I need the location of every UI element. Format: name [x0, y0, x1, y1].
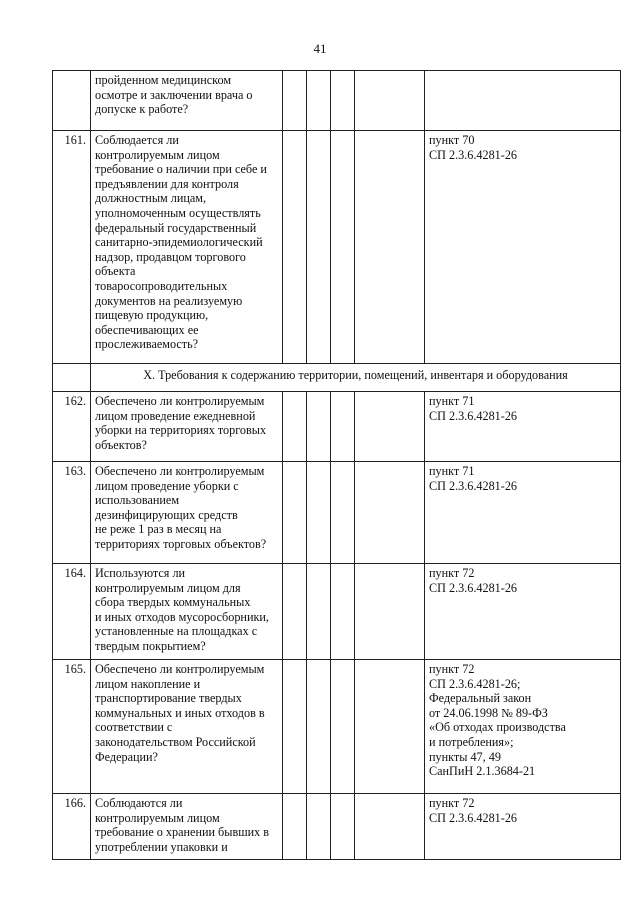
row-number: 162.	[53, 392, 91, 462]
answer-na-cell[interactable]	[331, 71, 355, 131]
section-title: X. Требования к содержанию территории, помещений, инвентаря и оборудования	[91, 364, 621, 392]
row-number: 166.	[53, 794, 91, 860]
answer-na-cell[interactable]	[331, 794, 355, 860]
answer-yes-cell[interactable]	[283, 794, 307, 860]
answer-no-cell[interactable]	[307, 131, 331, 364]
requirement-question: Используются ли контролируемым лицом для сбора твердых коммунальных и иных отходов мусоросборники, установленные на площадках с твердым покрытием?	[91, 564, 283, 660]
answer-yes-cell[interactable]	[283, 564, 307, 660]
row-number: 163.	[53, 462, 91, 564]
section-header-row	[53, 364, 621, 392]
answer-na-cell[interactable]	[331, 392, 355, 462]
table-row	[53, 71, 621, 131]
answer-yes-cell[interactable]	[283, 462, 307, 564]
notes-cell[interactable]	[355, 794, 425, 860]
table-row	[53, 564, 621, 660]
answer-na-cell[interactable]	[331, 462, 355, 564]
notes-cell[interactable]	[355, 564, 425, 660]
answer-no-cell[interactable]	[307, 794, 331, 860]
row-number: 165.	[53, 660, 91, 794]
row-number: 161.	[53, 131, 91, 364]
notes-cell[interactable]	[355, 131, 425, 364]
notes-cell[interactable]	[355, 392, 425, 462]
answer-na-cell[interactable]	[331, 131, 355, 364]
requirement-question: пройденном медицинском осмотре и заключении врача о допуске к работе?	[91, 71, 283, 131]
notes-cell[interactable]	[355, 71, 425, 131]
legal-reference: пункт 70 СП 2.3.6.4281-26	[425, 131, 621, 364]
row-number: 164.	[53, 564, 91, 660]
legal-reference: пункт 72 СП 2.3.6.4281-26; Федеральный закон от 24.06.1998 № 89-ФЗ «Об отходах производства и потребления»; пункты 47, 49 СанПиН 2.1.3684-21	[425, 660, 621, 794]
answer-no-cell[interactable]	[307, 462, 331, 564]
answer-yes-cell[interactable]	[283, 71, 307, 131]
answer-na-cell[interactable]	[331, 660, 355, 794]
answer-no-cell[interactable]	[307, 660, 331, 794]
legal-reference: пункт 71 СП 2.3.6.4281-26	[425, 462, 621, 564]
table-row	[53, 660, 621, 794]
section-number-cell	[53, 364, 91, 392]
table-row	[53, 392, 621, 462]
page-number: 41	[313, 41, 327, 56]
legal-reference: пункт 72 СП 2.3.6.4281-26	[425, 794, 621, 860]
requirement-question: Соблюдаются ли контролируемым лицом требование о хранении бывших в употреблении упаковки и	[91, 794, 283, 860]
requirement-question: Соблюдается ли контролируемым лицом требование о наличии при себе и предъявлении для контроля должностным лицам, уполномоченным осуществлять федеральный государственный санитарно-эпидемиологический надзор, продавцом торгового объекта товаросопроводительных документов на реализуемую пищевую продукцию, обеспечивающих ее прослеживаемость?	[91, 131, 283, 364]
table-row	[53, 794, 621, 860]
answer-na-cell[interactable]	[331, 564, 355, 660]
requirement-question: Обеспечено ли контролируемым лицом проведение уборки с использованием дезинфицирующих средств не реже 1 раз в месяц на территориях торговых объектов?	[91, 462, 283, 564]
requirement-question: Обеспечено ли контролируемым лицом накопление и транспортирование твердых коммунальных и иных отходов в соответствии с законодательством Российской Федерации?	[91, 660, 283, 794]
legal-reference	[425, 71, 621, 131]
table-row	[53, 462, 621, 564]
answer-no-cell[interactable]	[307, 564, 331, 660]
legal-reference: пункт 72 СП 2.3.6.4281-26	[425, 564, 621, 660]
legal-reference: пункт 71 СП 2.3.6.4281-26	[425, 392, 621, 462]
requirement-question: Обеспечено ли контролируемым лицом проведение ежедневной уборки на территориях торговых объектов?	[91, 392, 283, 462]
row-number	[53, 71, 91, 131]
answer-no-cell[interactable]	[307, 71, 331, 131]
checklist-table	[52, 70, 621, 860]
answer-yes-cell[interactable]	[283, 131, 307, 364]
notes-cell[interactable]	[355, 462, 425, 564]
answer-yes-cell[interactable]	[283, 392, 307, 462]
answer-yes-cell[interactable]	[283, 660, 307, 794]
notes-cell[interactable]	[355, 660, 425, 794]
table-row	[53, 131, 621, 364]
answer-no-cell[interactable]	[307, 392, 331, 462]
